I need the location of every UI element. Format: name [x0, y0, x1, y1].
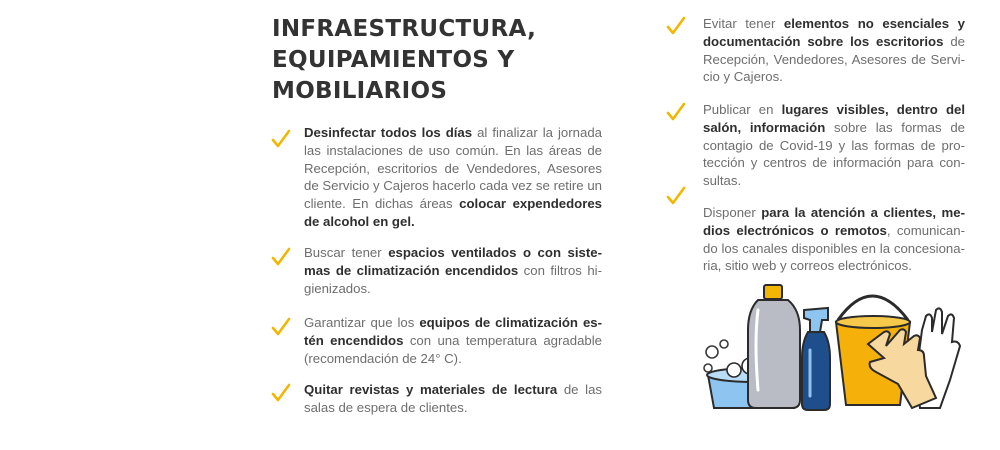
detergent-bottle-icon [748, 285, 800, 408]
title-line: INFRAESTRUCTURA, [272, 16, 537, 42]
checkmark-icon [270, 128, 292, 150]
list-item [304, 124, 602, 231]
bold-text: elementos no esenciales y documentación sobre los escritorios [703, 16, 965, 49]
body-text: , comunican-do los canales disponibles en la concesiona-ria, sitio web y correos electrónicos. [703, 222, 965, 274]
list-item [304, 314, 602, 367]
body-text: Publicar en [703, 102, 782, 117]
body-text: con filtros hi-gienizados. [304, 262, 603, 296]
cleaning-supplies-illustration [700, 280, 965, 415]
title-line: EQUIPAMIENTOS Y [272, 47, 515, 73]
list-item [703, 101, 965, 190]
body-text: sobre las formas de contagio de Covid-19 y las formas de pro-tección y centros de información para con-sultas. [703, 119, 965, 189]
bold-text: para la atención a clientes, me-dios electrónicos o remotos [703, 205, 965, 238]
checkmark-icon [270, 382, 292, 404]
title-line: MOBILIARIOS [272, 78, 448, 104]
body-text: Evitar tener [703, 16, 784, 31]
bold-text: Quitar revistas y materiales de lectura [304, 382, 558, 397]
bold-text: lugares visibles, dentro del salón, información [703, 102, 966, 135]
checkmark-icon [665, 185, 687, 207]
body-text: con una temperatura agradable (recomendación de 24° C). [304, 332, 602, 366]
list-item [703, 15, 965, 86]
list-item [703, 204, 965, 275]
page-title [272, 14, 572, 107]
checkmark-icon [665, 15, 687, 37]
bold-text: equipos de climatización es-tén encendidos [304, 315, 603, 348]
checkmark-icon [665, 101, 687, 123]
body-text: Garantizar que los [304, 315, 420, 330]
bold-text: Desinfectar todos los días [304, 125, 473, 140]
body-text: de Recepción, Vendedores, Asesores de Servi-cio y Cajeros. [703, 33, 965, 85]
body-text: Buscar tener [304, 245, 389, 260]
body-text: de las salas de espera de clientes. [304, 382, 602, 415]
bold-text: colocar expendedores de alcohol en gel. [304, 196, 602, 229]
checkmark-icon [270, 246, 292, 268]
body-text: Disponer [703, 205, 762, 220]
spray-bottle-icon [802, 308, 830, 410]
checkmark-icon [270, 316, 292, 338]
body-text: al finalizar la jornada las instalaciones de uso común. En las áreas de Recepción, escritorios de Vendedores, Asesores de Servicio y Cajeros hacerlo cada vez se retire un cliente. En dichas áreas [304, 125, 602, 212]
list-item [304, 381, 602, 417]
list-item [304, 244, 602, 297]
bold-text: espacios ventilados o con siste-mas de climatización encendidos [304, 245, 602, 278]
